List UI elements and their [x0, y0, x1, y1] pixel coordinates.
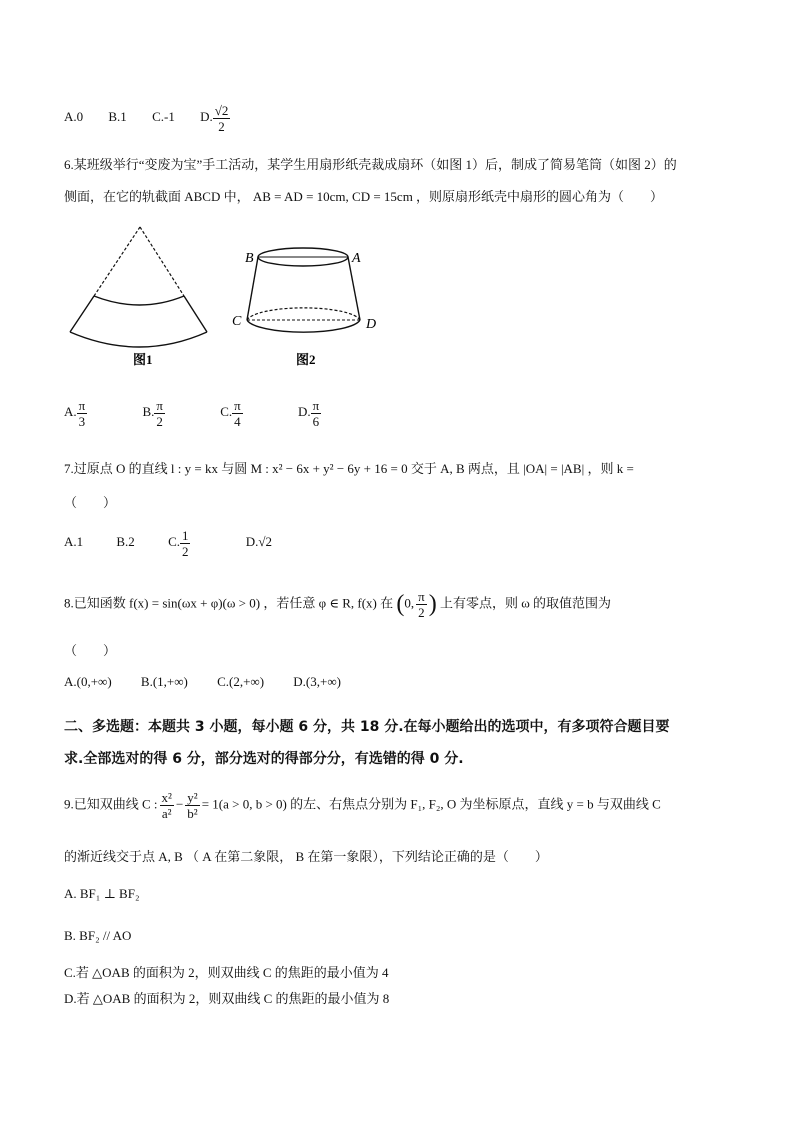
q7-option-a: A.1 [64, 534, 84, 550]
q6-option-c: C. $\frac{\pi}{4}$ [220, 398, 241, 429]
section-2-heading-line-1: 二、多选题：本题共 3 小题，每小题 6 分，共 18 分.在每小题给出的选项中，有多项符合题目要 [64, 719, 670, 735]
label-B: B [245, 251, 254, 266]
label-D: D [366, 317, 377, 332]
q8-option-c: C.(2,+∞) [217, 674, 265, 689]
q9-option-c: C.若 △OAB 的面积为 2，则双曲线 C 的焦距的最小值为 4 [64, 965, 389, 980]
q8-option-d: D.(3,+∞) [293, 674, 341, 689]
q7-option-b: B.2 [116, 534, 135, 550]
q6-options [64, 398, 365, 429]
label-A: A [352, 251, 361, 266]
label-C: C [232, 314, 242, 329]
q8-option-b: B.(1,+∞) [140, 674, 188, 689]
q5-options [64, 103, 274, 134]
q6-line-1: 6.某班级举行“变废为宝”手工活动，某学生用扇形纸壳裁成扇环（如图 1）后，制成了简易笔筒（如图 2）的 [64, 157, 677, 172]
q5-option-d: D. $\frac{√2}{2}$ [200, 103, 229, 134]
q8-line-2: （ ） [64, 643, 117, 658]
q7-option-c: C. $\frac{1}{2}$ [168, 528, 189, 559]
q9-option-b: B. BF₂ // AO [64, 928, 132, 943]
q8-line-1: 8.已知函数 f(x) = sin(ωx + φ)(ω > 0) ，若任意 φ ∈ R, f(x) 在 (0, $\frac{\pi}{2}$ ) 上有零点，则 ω 的取值范围为 [64, 589, 612, 620]
q5-option-c: C.-1 [152, 109, 175, 125]
q7-line-1: 7.过原点 O 的直线 l : y = kx 与圆 M : x² − 6x + y² − 6y + 16 = 0 交于 A, B 两点，且 |OA| = |AB| ，则 k = [64, 461, 634, 476]
q7-options [64, 528, 294, 559]
q9-line-1: 9.已知双曲线 C : $\frac{\text{x²}}{\text{a²}}$ − $\frac{\text{y²}}{\text{b²}}$ = 1(a > 0, b > 0) 的左、右焦点分别为 F₁, F₂, O 为坐标原点，直线 y = b 与双曲线 C [64, 790, 661, 821]
q8-option-a: A.(0,+∞) [64, 674, 112, 689]
q9-line-2: 的渐近线交于点 A, B （ A 在第二象限， B 在第一象限），下列结论正确的是（ ） [64, 849, 548, 864]
q5-option-b: B.1 [108, 109, 127, 125]
q6-option-a: A. $\frac{\pi}{3}$ [64, 398, 86, 429]
q7-line-2: （ ） [64, 495, 117, 510]
figure-1-caption: 图1 [133, 352, 153, 367]
q6-figures [60, 222, 400, 372]
section-2-heading-line-2: 求.全部选对的得 6 分，部分选对的得部分分，有选错的得 0 分. [64, 751, 464, 767]
q7-option-d: D.√2 [245, 534, 273, 550]
q6-line-2: 侧面，在它的轨截面 ABCD 中， AB = AD = 10cm, CD = 15cm ，则原扇形纸壳中扇形的圆心角为（ ） [64, 189, 664, 204]
figure-2-caption: 图2 [296, 352, 316, 367]
q8-options [64, 674, 363, 690]
figure-2-frustum [247, 248, 360, 332]
q9-option-a: A. BF₁ ⊥ BF₂ [64, 886, 140, 901]
q6-option-b: B. $\frac{\pi}{2}$ [142, 398, 163, 429]
q5-option-a: A.0 [64, 109, 84, 125]
q9-option-d: D.若 △OAB 的面积为 2，则双曲线 C 的焦距的最小值为 8 [64, 991, 390, 1006]
q6-option-d: D. $\frac{\pi}{6}$ [297, 398, 320, 429]
figure-1-sector [70, 227, 207, 347]
